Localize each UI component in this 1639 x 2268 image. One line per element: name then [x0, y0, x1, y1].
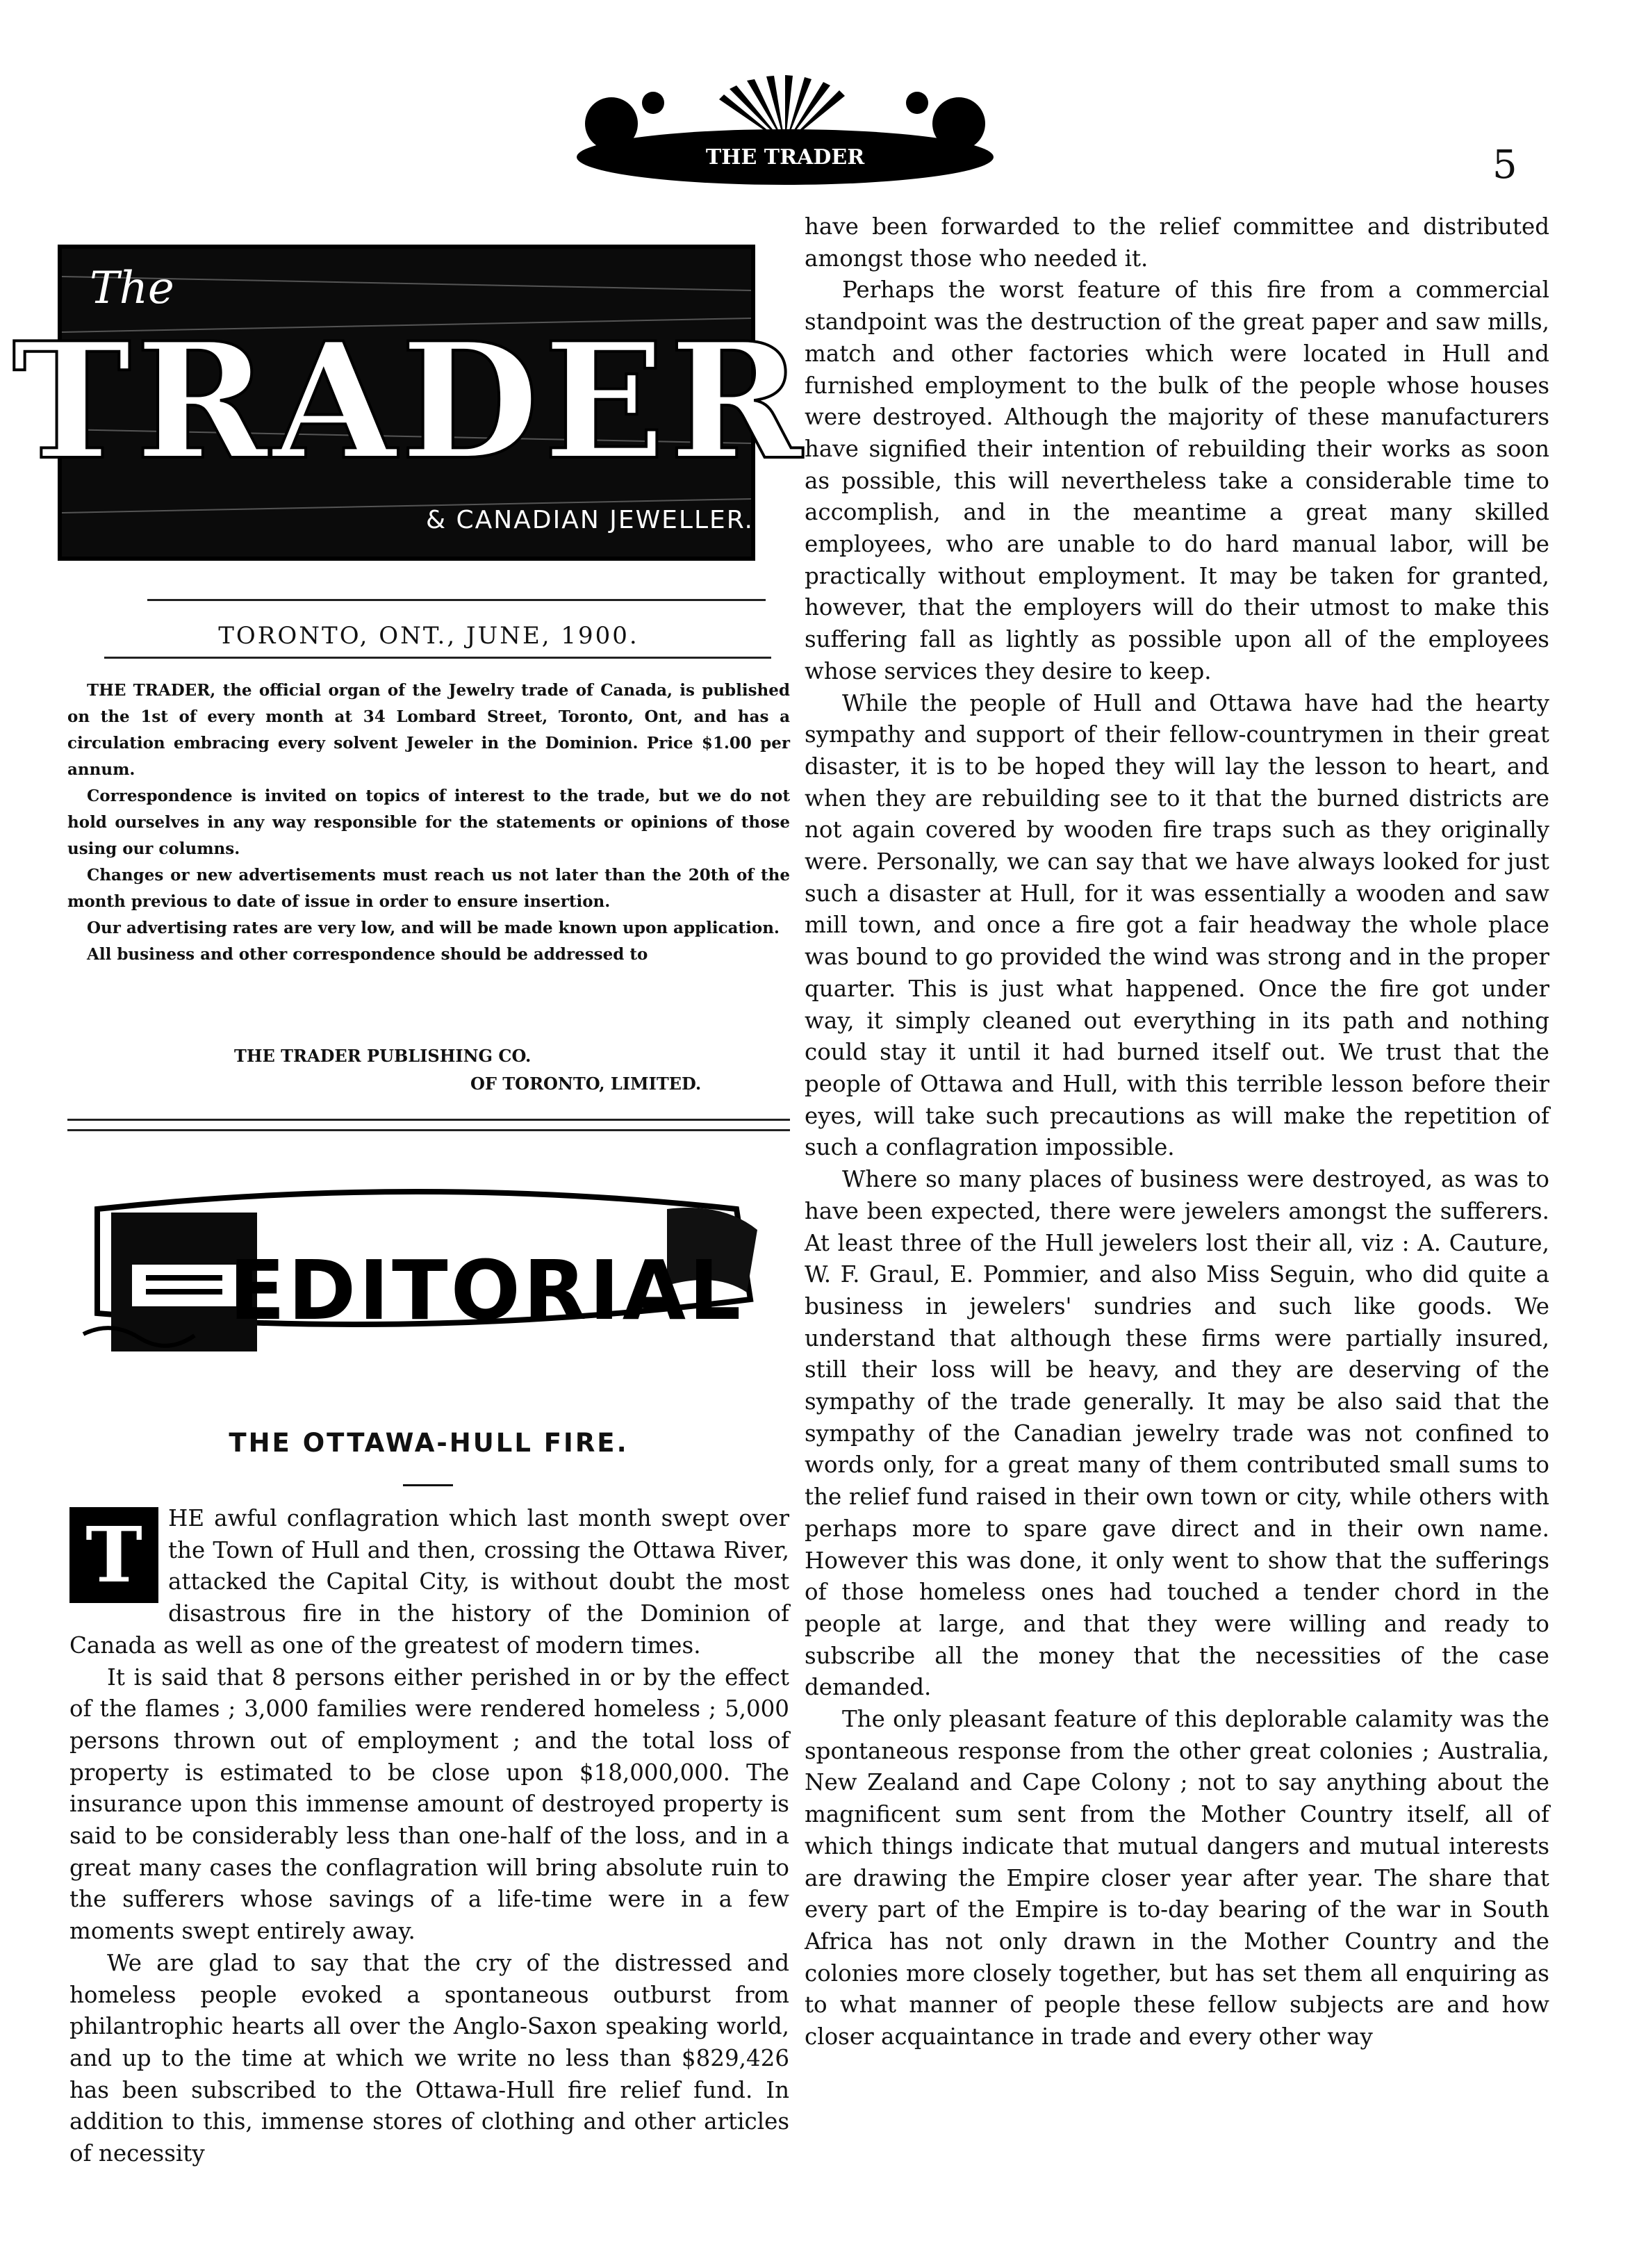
title-divider: [403, 1484, 453, 1486]
masthead-subtitle: & CANADIAN JEWELLER.: [426, 506, 754, 534]
masthead-title: TRADER: [12, 308, 807, 495]
article-paragraph: have been forwarded to the relief committee and distributed amongst those who needed it.: [805, 213, 1549, 272]
publisher-name: THE TRADER PUBLISHING CO.: [234, 1046, 532, 1066]
notice-paragraph: Correspondence is invited on topics of interest to the trade, but we do not hold ourselves in any way responsible for the statements or opinions of those using our columns.: [67, 787, 790, 858]
page-number: 5: [1492, 142, 1517, 188]
article-right-column: [805, 211, 1549, 2053]
rule-below-dateline: [104, 657, 771, 659]
ornament-label: THE TRADER: [705, 145, 865, 170]
drop-cap: T: [69, 1507, 158, 1603]
article-paragraph: While the people of Hull and Ottawa have had the hearty sympathy and support of their fellow-countrymen in their great disaster, it is to be hoped they will lay the lesson to heart, and when they are rebuilding see to it that the burned districts are not again covered by wooden fire traps such as they originally were. Personally, we can say that we have always looked for just such a disaster at Hull, for it was essentially a wooden and saw mill town, and once a fire got a fair headway the whole place was bound to go provided the wind was strong and in the proper quarter. This is just what happened. Once the fire got under way, it simply cleaned out everything in its path and nothing could stay it until it had burned itself out. We trust that the people of Ottawa and Hull, with this terrible lesson before their eyes, will take such precautions as will make the repetition of such a conflagration impossible.: [805, 689, 1549, 1161]
editorial-banner: [69, 1181, 764, 1372]
dateline: TORONTO, ONT., JUNE, 1900.: [218, 622, 639, 650]
rule-mid-1: [67, 1119, 790, 1121]
masthead: [12, 245, 807, 561]
notice-paragraph: THE TRADER, the official organ of the Jewelry trade of Canada, is published on the 1st of every month at 34 Lombard Street, Toronto, Ont, and has a circulation embracing every solvent Jeweler in the Dominion. Price $1.00 per annum.: [67, 681, 790, 779]
notice-paragraph: All business and other correspondence should be addressed to: [87, 945, 648, 964]
header-ornament: [570, 75, 1000, 193]
article-title: THE OTTAWA-HULL FIRE.: [229, 1428, 629, 1458]
publisher-location: OF TORONTO, LIMITED.: [470, 1074, 702, 1094]
article-paragraph: Perhaps the worst feature of this fire from a commercial standpoint was the destruction of the great paper and saw mills, match and other factories which were located in Hull and furnished employment to the bulk of the people whose houses were destroyed. Although the majority of these manufacturers have signified their intention of rebuilding their works as soon as possible, this will nevertheless take a considerable time to accomplish, and in the meantime a great many skilled employees, who are unable to do hard manual labor, will be practically without employment. It may be taken for granted, however, that the employers will do their utmost to make this suffering fall as lightly as possible upon all of the employees whose services they desire to keep.: [805, 277, 1549, 684]
article-paragraph: The only pleasant feature of this deplorable calamity was the spontaneous response from the other great colonies ; Australia, New Zealand and Cape Colony ; not to say anything about the magnificent sum sent from the Mother Country itself, all of which things indicate that mutual dangers and mutual interests are drawing the Empire closer year after year. The share that every part of the Empire is to-day bearing of the war in South Africa has not only drawn in the Mother Country and the colonies more closely together, but has set them all enquiring as to what manner of people these fellow subjects are and how closer acquaintance in trade and every other way: [805, 1706, 1549, 2051]
rule-mid-2: [67, 1129, 790, 1131]
masthead-the: The: [90, 263, 174, 314]
article-left-column: [69, 1503, 789, 2170]
rule-top: [147, 599, 766, 601]
article-paragraph: Where so many places of business were destroyed, as was to have been expected, there were jewelers amongst the sufferers. At least three of the Hull jewelers lost their all, viz : A. Cauture, W. F. Graul, E. Pommier, and also Miss Seguin, who did quite a business in jewelers' sundries and such like goods. We understand that although these firms were partially insured, still their loss will be heavy, and they are deserving of the sympathy of the trade generally. It may be also said that the sympathy of the Canadian jewelry trade was not confined to words only, for a great many of them contributed small sums to the relief fund raised in their own town or city, while others with perhaps more to spare gave direct and in their own name. However this was done, it only went to show that the sufferings of those homeless ones had touched a tender chord in the people at large, and that they were willing and ready to subscribe all the money that the necessities of the case demanded.: [805, 1166, 1549, 1701]
publisher-block: [67, 1042, 790, 1098]
article-paragraph: HE awful conflagration which last month swept over the Town of Hull and then, crossing the Ottawa River, attacked the Capital City, is without doubt the most disastrous fire in the history of the Dominion of Canada as well as one of the greatest of modern times.: [69, 1505, 789, 1659]
editorial-heading: EDITORIAL: [229, 1242, 744, 1338]
publication-notice: [67, 677, 790, 968]
notice-paragraph: Our advertising rates are very low, and will be made known upon application.: [87, 919, 780, 937]
notice-paragraph: Changes or new advertisements must reach us not later than the 20th of the month previous to date of issue in order to ensure insertion.: [67, 866, 790, 911]
article-paragraph: It is said that 8 persons either perished in or by the effect of the flames ; 3,000 families were rendered homeless ; 5,000 persons thrown out of employment ; and the total loss of property is estimated to be close upon $18,000,000. The insurance upon this immense amount of destroyed property is said to be considerably less than one-half of the loss, and in a great many cases the conflagration will bring absolute ruin to the sufferers whose savings of a life-time were in a few moments swept entirely away.: [69, 1663, 789, 1945]
article-paragraph: We are glad to say that the cry of the distressed and homeless people evoked a spontaneous outburst from philantrophic hearts all over the Anglo-Saxon speaking world, and up to the time at which we write no less than $829,426 has been subscribed to the Ottawa-Hull fire relief fund. In addition to this, immense stores of clothing and other articles of necessity: [69, 1949, 789, 2167]
